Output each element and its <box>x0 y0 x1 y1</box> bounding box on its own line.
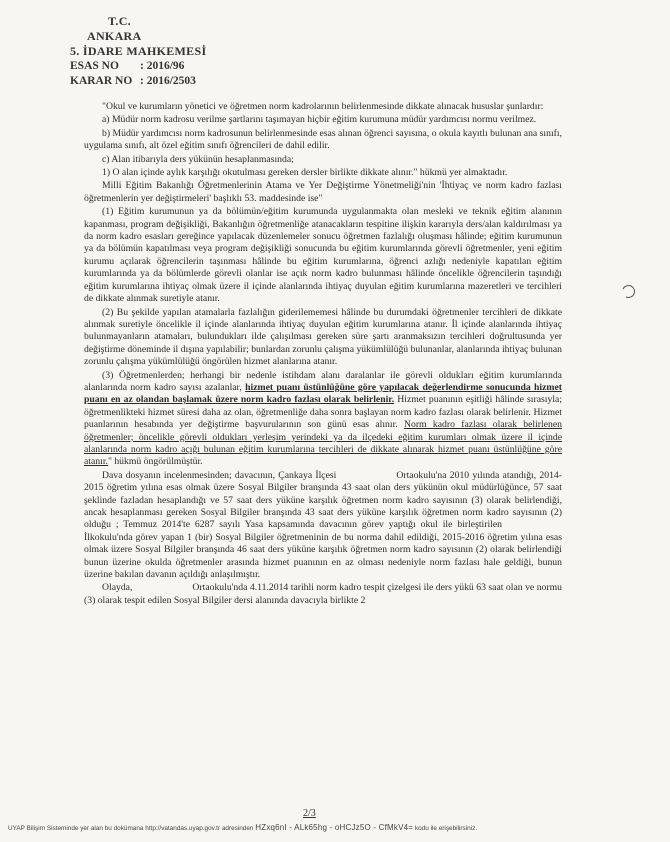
document-body <box>84 101 562 608</box>
esas-value: : 2016/96 <box>140 60 185 72</box>
footer-suffix: kodu ile erişebilirsiniz. <box>414 825 478 832</box>
paragraph-text: " hükmü öngörülmüştür. <box>107 456 203 468</box>
underlined-text: Norm kadro fazlası olarak belirlenen öğretmenler; öncelikle görevli oldukları yerleşim yerindeki ya da ilçedeki eğitim kurumları olmak üzere il içinde alanlarında norm kadro açığı bulunan eğitim kurumlarına tercihleri de dikkate alınarak hizmet puanı üstünlüğüne göre atanır. <box>84 419 563 468</box>
paragraph: 1) O alan içinde aylık karşılığı okutulması gereken dersler birlikte dikkate alınır." hükmü yer almaktadır. <box>102 167 508 179</box>
paragraph <box>84 470 562 582</box>
paragraph: "Okul ve kurumların yönetici ve öğretmen norm kadrolarının belirlenmesinde dikkate alınacak hususlar şunlardır: <box>102 101 544 112</box>
paragraph-text: (3) Öğretmenlerden; herhangi bir nedenle istihdam alanı daralanlar ile görevli oldukları eğitim kurumlarında alanlarında norm kadro sayısı azalanlar, <box>84 369 562 393</box>
paragraph: (1) Eğitim kurumunun ya da bölümün/eğitim kurumunda uygulanmakta olan mesleki ve teknik eğitim alanının kapanması, program değişikliği, Bakanlığın öğretmenliğe atanacakların tespitine ilişkin kararıyla ders/alan kaldırılması ya da norm kadro esasları gereğince yapılacak düzenlemeler sonucu öğretmen fazlalığı oluşması hâlinde; eğitim kurumunun ya da bölümün kapatılması veya program değişikliği sonucunda bu eğitim kurumlarında görevli öğretmenler, yeni eğitim kurumu açılarak öğrencilerin taşınması hâlinde bu eğitim kurumlarına, öğrenci azlığı nedeniyle kapatılan eğitim kurumlarında ya da bölümlerde görevli olanlar ise açık norm kadro bulunması hâlinde öncelikle öğrencilerin taşındığı eğitim kurumlarına ihtiyaç olmak üzere il içinde alanlarında ihtiyaç duyulan eğitim kurumlarına mazeretleri ve tercihleri de dikkate alınmak suretiyle atanır. <box>84 206 562 305</box>
paragraph-text: Hizmet puanının eşitliği hâlinde sırasıyla; öğretmenlikteki hizmet süresi daha az olan, öğretmenliğe daha sonra başlayan norm kadro fazlası olarak belirlenir. Hizmet puanlarının hesabında yer değiştirme başvurularının son günü esas alınır. <box>84 394 563 431</box>
paragraph-text: Ortaokulu'nda 4.11.2014 tarihli norm kadro tespit çizelgesi ile ders yükü 63 saat olan ve normu (3) olarak tespit edilen Sosyal Bilgiler dersi alanında davacıyla birlikte 2 <box>84 582 562 606</box>
header-city: ANKARA <box>87 29 142 43</box>
footer <box>8 823 662 832</box>
paragraph-text: İlkokulu'nda görev yapan 1 (bir) Sosyal Bilgiler öğretmeninin de bu norma dahil edildiği, 2015-2016 öğretim yılına esas olmak üzere Sosyal Bilgiler branşında 46 saat ders yüküne karşılık öğretmen norm kadro sayısının (2) olarak belirlendiği bunun üzerine okulda öğretmenler arasında hizmet puanının en az olması nedeniyle norm fazlası hale geldiği, bunun üzerine bakılan davanın açıldığı anlaşılmıştır. <box>84 531 562 581</box>
header-tc: T.C. <box>108 14 131 28</box>
karar-row <box>70 74 206 89</box>
document-header <box>70 14 206 89</box>
paragraph: a) Müdür norm kadrosu verilme şartlarını taşımayan hiçbir eğitim kurumuna müdür yardımcısı normu verilmez. <box>102 114 537 126</box>
paragraph: (2) Bu şekilde yapılan atamalarla fazlalığın giderilememesi hâlinde bu durumdaki öğretmenler tercihleri de dikkate alınmak suretiyle öncelikle il içinde alanlarında ihtiyaç duyulan eğitim kurumlarına atanır. İl içinde alanlarında ihtiyaç bulunmayanların atamaları, bulundukları ilde çalışılması gereken süre şartı aranmaksızın tercihleri doğrultusunda yer değiştirme döneminde il dışına yapılabilir; bunlardan zorunlu çalışma yükümlülüğü bulunanlar, alanlarında ihtiyaç bulunan zorunlu çalışma yükümlülüğü öngörülen hizmet alanlarına atanır. <box>84 306 562 368</box>
footer-text: UYAP Bilişim Sisteminde yer alan bu dokümana http://vatandas.uyap.gov.tr adresinden <box>8 825 254 832</box>
paragraph-text: Ortaokulu'na 2010 yılında atandığı, 2014-2015 öğretim yılına esas olmak üzere Sosyal Bilgiler branşında 43 saat olan ders yükünün okul müdürlüğünce, 57 saat şeklinde fazladan hesaplandığı ve 57 saat ders yüküne karşılık öğretmen norm kadro sayısının (3) olarak belirlendiği, ancak hesaplanması gereken Sosyal Bilgiler branşında 43 saat ders yüküne karşılık öğretmen norm kadro sayısının (2) olduğu ; Temmuz 2014'te 6287 sayılı Yasa kapsamında davacının görev yaptığı okul ile birleştirilen <box>84 469 562 531</box>
paragraph <box>84 582 562 607</box>
header-court: 5. İDARE MAHKEMESİ <box>70 44 207 58</box>
karar-value: : 2016/2503 <box>140 75 196 87</box>
paragraph: c) Alan itibarıyla ders yükünün hesaplanmasında; <box>102 153 294 165</box>
paragraph-text: Dava dosyanın incelenmesinden; davacının, Çankaya İlçesi <box>102 469 337 481</box>
paragraph-text: Olayda, <box>102 582 133 594</box>
paragraph: Milli Eğitim Bakanlığı Öğretmenlerinin Atama ve Yer Değiştirme Yönetmeliği'nin 'İhtiyaç ve norm kadro fazlası öğretmenlerin yer değiştirmeleri' başlıklı 53. maddesinde ise" <box>84 180 562 204</box>
esas-row <box>70 59 206 74</box>
footer-code: HZxq6nI - ALk65hg - oHCJz5O - CfMkV4= <box>255 823 414 832</box>
page-number: 2/3 <box>303 808 316 819</box>
karar-label: KARAR NO <box>70 75 133 87</box>
paragraph: b) Müdür yardımcısı norm kadrosunun belirlenmesinde esas alınan öğrenci sayısına, o okula kayıtlı bulunan ana sınıfı, uygulama sınıfı, alt özel eğitim sınıfı öğrencileri de dahil edilir. <box>84 127 562 152</box>
punch-hole-mark <box>620 283 637 300</box>
paragraph <box>84 370 562 469</box>
bold-underlined-text: hizmet puanı üstünlüğüne göre yapılacak değerlendirme sonucunda hizmet puanı en az olandan başlamak üzere norm kadro fazlası olarak belirlenir. <box>84 381 562 406</box>
esas-label: ESAS NO <box>70 60 119 72</box>
